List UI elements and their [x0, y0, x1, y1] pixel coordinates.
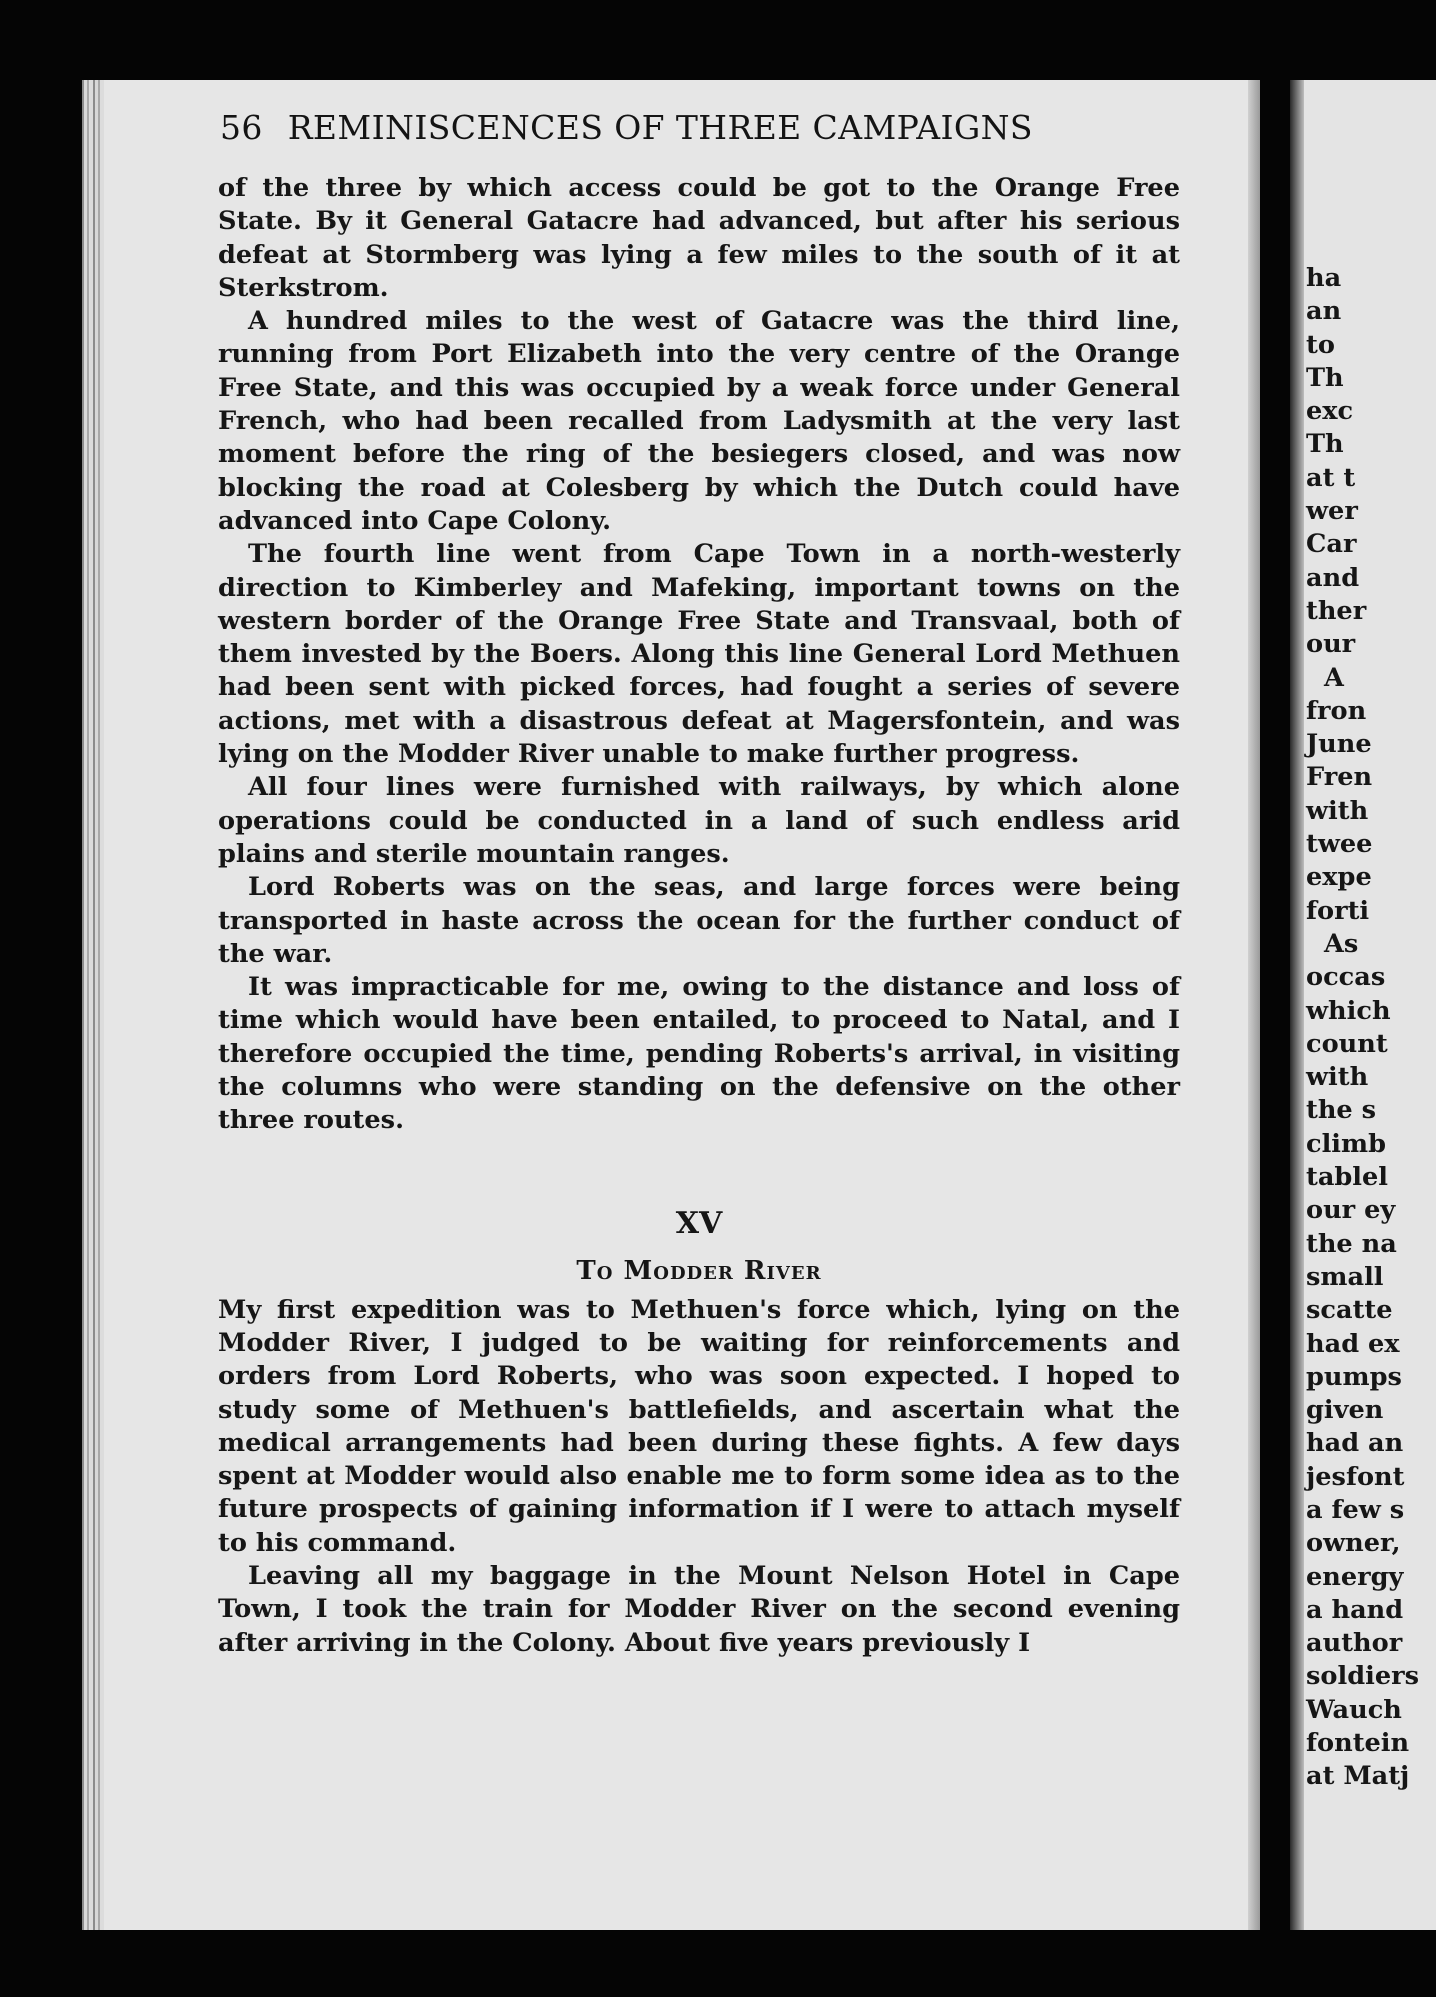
right-page-line: pumps: [1306, 1361, 1402, 1392]
right-page-line: Car: [1306, 529, 1357, 560]
right-page-line: author: [1306, 1628, 1403, 1659]
right-page-line: had an: [1306, 1428, 1404, 1459]
right-page-line: small: [1306, 1261, 1384, 1292]
paragraph: Lord Roberts was on the seas, and large forces were being transported in haste across the ocean for the further conduct of the war.: [218, 872, 1180, 969]
page-number: 56: [220, 108, 263, 147]
right-page-line: our ey: [1306, 1195, 1396, 1226]
right-page-line: at t: [1306, 462, 1356, 493]
right-page-line: expe: [1306, 862, 1372, 893]
right-page-line: occas: [1306, 962, 1386, 993]
right-page-line: As: [1324, 928, 1359, 959]
right-page-line: Th: [1306, 362, 1344, 393]
right-page-line: energy: [1306, 1561, 1404, 1592]
right-page-line: forti: [1306, 895, 1370, 926]
right-page-text: [1306, 262, 1436, 1794]
chapter-title: To Modder River: [576, 1255, 822, 1286]
body-text: [218, 172, 1180, 1660]
right-page-line: which: [1306, 995, 1391, 1026]
right-page-line: an: [1306, 296, 1342, 327]
paragraph: Leaving all my baggage in the Mount Nelson Hotel in Cape Town, I took the train for Modder River on the second evening after arriving in the Colony. About five years previously I: [218, 1560, 1180, 1658]
right-page-line: scatte: [1306, 1295, 1393, 1326]
right-page-line: ther: [1306, 595, 1367, 626]
right-page-line: with: [1306, 795, 1369, 826]
paragraph: A hundred miles to the west of Gatacre was the third line, running from Port Elizabeth into the very centre of the Orange Free State, and this was occupied by a weak force under General French, who had been recalled from Ladysmith at the very last moment before the ring of the besiegers closed, and was now blocking the road at Colesberg by which the Dutch could have advanced into Cape Colony.: [218, 306, 1180, 536]
right-page-line: twee: [1306, 829, 1373, 860]
right-page-line: our: [1306, 629, 1356, 660]
right-page-line: ha: [1306, 263, 1342, 293]
right-page-line: Fren: [1306, 762, 1373, 793]
paragraph: It was impracticable for me, owing to the distance and loss of time which would have been entailed, to proceed to Natal, and I therefore occupied the time, pending Roberts's arrival, in visiting the columns who were standing on the defensive on the other three routes.: [218, 972, 1180, 1136]
page-edge: [1248, 80, 1260, 1930]
paragraph: of the three by which access could be got to the Orange Free State. By it General Gatacre had advanced, but after his serious defeat at Stormberg was lying a few miles to the south of it at Sterkstrom.: [218, 173, 1180, 303]
right-page-line: a hand: [1306, 1594, 1404, 1625]
right-page-line: June: [1306, 729, 1372, 760]
right-page-line: Th: [1306, 429, 1344, 460]
right-page-line: to: [1306, 329, 1335, 360]
running-title: REMINISCENCES OF THREE CAMPAIGNS: [287, 108, 1033, 147]
right-page-line: a few s: [1306, 1494, 1405, 1525]
right-page-line: A: [1324, 662, 1344, 693]
right-page-line: at Matj: [1306, 1761, 1410, 1792]
right-page-line: tablel: [1306, 1162, 1389, 1193]
right-page-line: given: [1306, 1395, 1384, 1426]
right-page-line: jesfont: [1306, 1461, 1405, 1492]
right-page-line: fron: [1306, 695, 1367, 726]
right-page-line: had ex: [1306, 1328, 1400, 1359]
paragraph: My first expedition was to Methuen's force which, lying on the Modder River, I judged to be waiting for reinforcements and orders from Lord Roberts, who was soon expected. I hoped to study some of Methuen's battlefields, and ascertain what the medical arrangements had been during these fights. A few days spent at Modder would also enable me to form some idea as to the future prospects of gaining information if I were to attach myself to his command.: [218, 1294, 1180, 1558]
right-page-line: soldiers: [1306, 1661, 1419, 1692]
right-page-line: the s: [1306, 1095, 1377, 1126]
right-page-line: climb: [1306, 1128, 1387, 1159]
paragraph: All four lines were furnished with railways, by which alone operations could be conducted in a land of such endless arid plains and sterile mountain ranges.: [218, 772, 1180, 869]
right-page-line: owner,: [1306, 1528, 1401, 1559]
paragraph: The fourth line went from Cape Town in a north-westerly direction to Kimberley and Mafeking, important towns on the western border of the Orange Free State and Transvaal, both of them invested by the Boers. Along this line General Lord Methuen had been sent with picked forces, had fought a series of severe actions, met with a disastrous defeat at Magersfontein, and was lying on the Modder River unable to make further progress.: [218, 539, 1180, 770]
right-page-line: Wauch: [1306, 1694, 1402, 1725]
right-page-line: with: [1306, 1062, 1369, 1093]
right-page-line: wer: [1306, 496, 1358, 527]
right-page-line: exc: [1306, 396, 1354, 427]
chapter-number: XV: [675, 1205, 723, 1241]
right-page-line: count: [1306, 1028, 1388, 1059]
right-page: [1290, 80, 1436, 1930]
running-header: [220, 108, 1120, 147]
right-page-line: and: [1306, 562, 1360, 593]
right-page-line: fontein: [1306, 1728, 1410, 1759]
right-page-line: the na: [1306, 1228, 1397, 1259]
